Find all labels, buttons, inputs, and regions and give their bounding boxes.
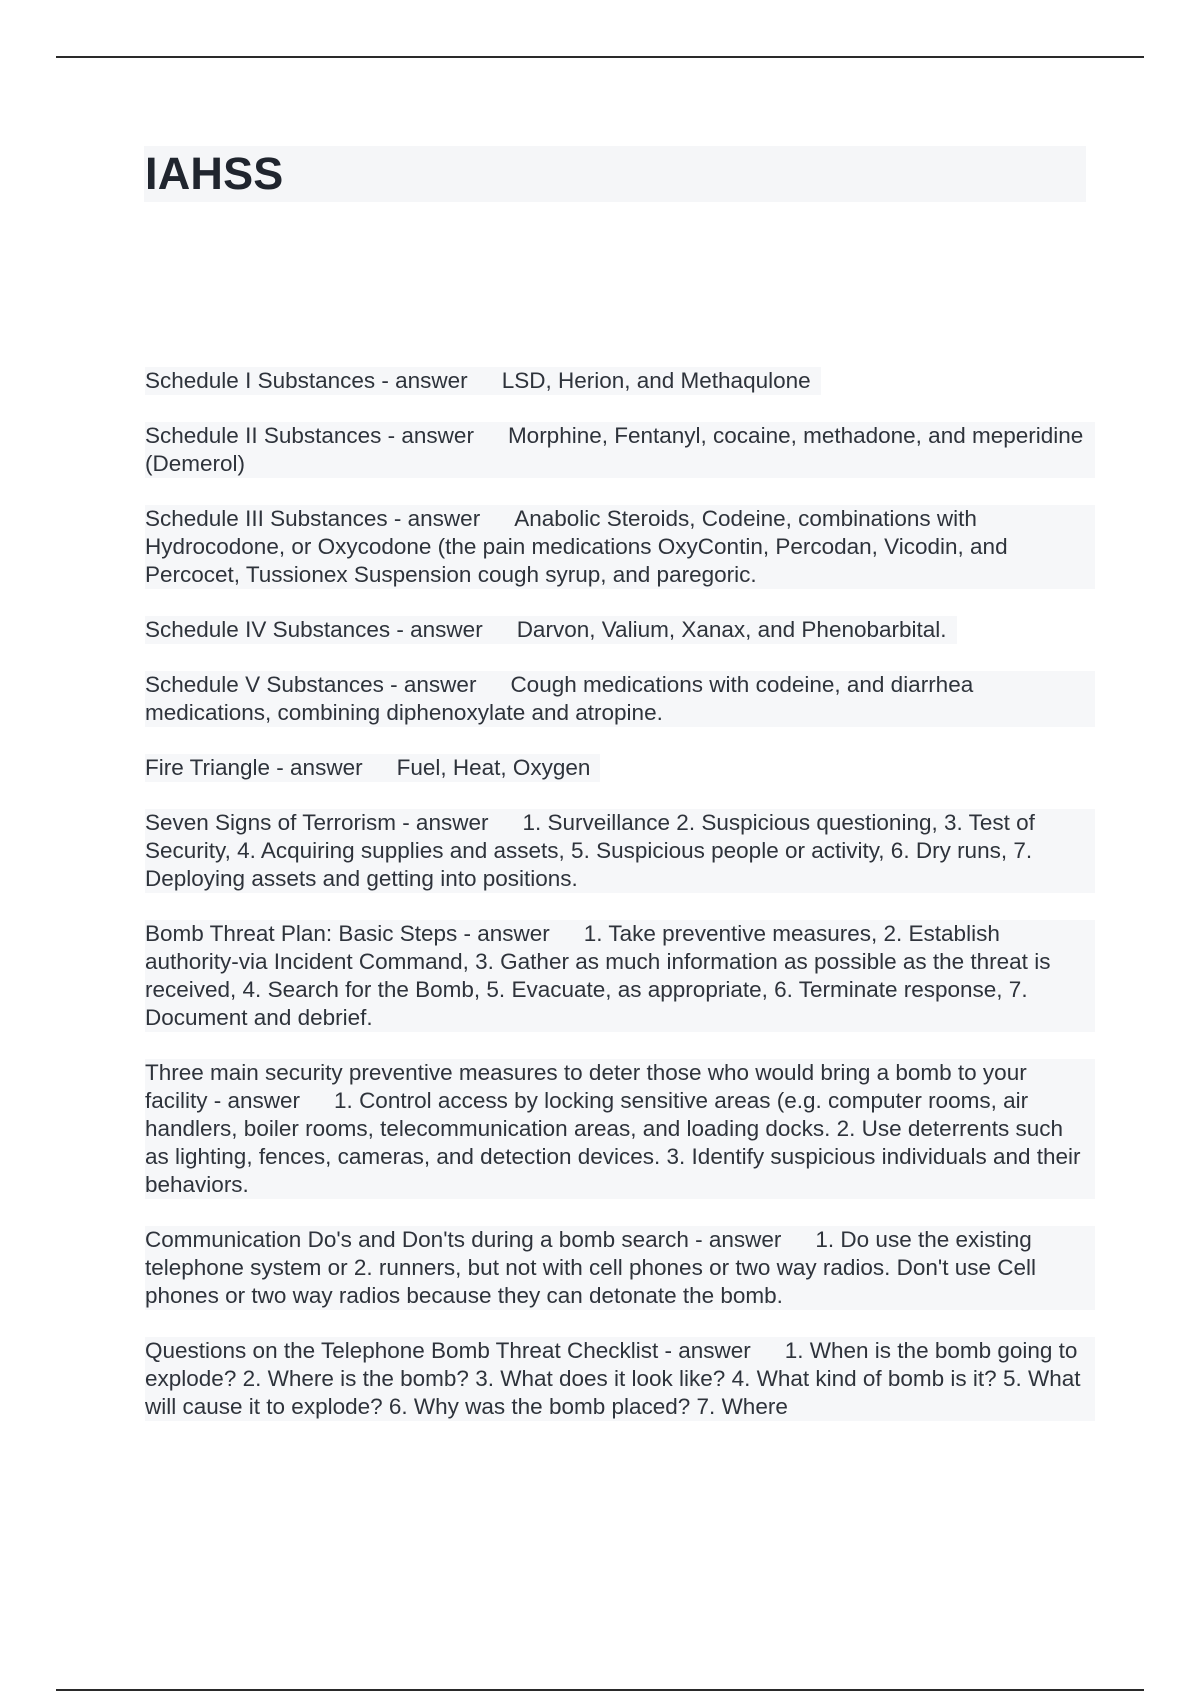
answer-text: LSD, Herion, and Methaqulone [501, 368, 811, 393]
answer-text: 1. Surveillance 2. Suspicious questioning, 3. Test of Security, 4. Acquiring supplies and assets, 5. Suspicious people or activity, 6. Dry runs, 7. Deploying assets and getting into positions. [145, 810, 1035, 891]
answer-text: Fuel, Heat, Oxygen [396, 755, 591, 780]
qa-item [145, 754, 1095, 782]
question-text: Schedule IV Substances - answer [145, 617, 483, 642]
top-rule [56, 56, 1144, 58]
answer-text: 1. When is the bomb going to explode? 2. Where is the bomb? 3. What does it look like? 4. What kind of bomb is it? 5. What will cause it to explode? 6. Why was the bomb placed? 7. Where [145, 1338, 1081, 1419]
question-text: Schedule V Substances - answer [145, 672, 477, 697]
title-band [144, 146, 1086, 202]
question-text: Schedule I Substances - answer [145, 368, 468, 393]
answer-text: 1. Take preventive measures, 2. Establish authority-via Incident Command, 3. Gather as much information as possible as the threat is received, 4. Search for the Bomb, 5. Evacuate, as appropriate, 6. Terminate response, 7. Document and debrief. [145, 921, 1051, 1030]
document-title: IAHSS [145, 148, 284, 199]
qa-item [145, 671, 1095, 727]
answer-text: Cough medications with codeine, and diarrhea medications, combining diphenoxylate and atropine. [145, 672, 974, 725]
question-text: Communication Do's and Don'ts during a bomb search - answer [145, 1227, 782, 1252]
qa-list [145, 367, 1095, 1448]
qa-item [145, 367, 1095, 395]
bottom-rule [56, 1689, 1144, 1691]
question-text: Questions on the Telephone Bomb Threat Checklist - answer [145, 1338, 751, 1363]
question-text: Three main security preventive measures to deter those who would bring a bomb to your facility - answer [145, 1060, 1027, 1113]
answer-text: 1. Do use the existing telephone system or 2. runners, but not with cell phones or two way radios. Don't use Cell phones or two way radios because they can detonate the bomb. [145, 1227, 1037, 1308]
qa-item [145, 505, 1095, 589]
qa-item [145, 1059, 1095, 1199]
answer-text: Darvon, Valium, Xanax, and Phenobarbital. [516, 617, 947, 642]
answer-text: 1. Control access by locking sensitive areas (e.g. computer rooms, air handlers, boiler rooms, telecommunication areas, and loading docks. 2. Use deterrents such as lighting, fences, cameras, and detection devices. 3. Identify suspicious individuals and their behaviors. [145, 1088, 1081, 1197]
qa-item [145, 422, 1095, 478]
question-text: Schedule III Substances - answer [145, 506, 481, 531]
qa-item [145, 1337, 1095, 1421]
qa-item [145, 616, 1095, 644]
qa-item [145, 809, 1095, 893]
question-text: Fire Triangle - answer [145, 755, 363, 780]
answer-text: Anabolic Steroids, Codeine, combinations with Hydrocodone, or Oxycodone (the pain medications OxyContin, Percodan, Vicodin, and Percocet, Tussionex Suspension cough syrup, and paregoric. [145, 506, 1008, 587]
qa-item [145, 1226, 1095, 1310]
question-text: Seven Signs of Terrorism - answer [145, 810, 489, 835]
question-text: Schedule II Substances - answer [145, 423, 474, 448]
question-text: Bomb Threat Plan: Basic Steps - answer [145, 921, 550, 946]
answer-text: Morphine, Fentanyl, cocaine, methadone, and meperidine (Demerol) [145, 423, 1084, 476]
qa-item [145, 920, 1095, 1032]
